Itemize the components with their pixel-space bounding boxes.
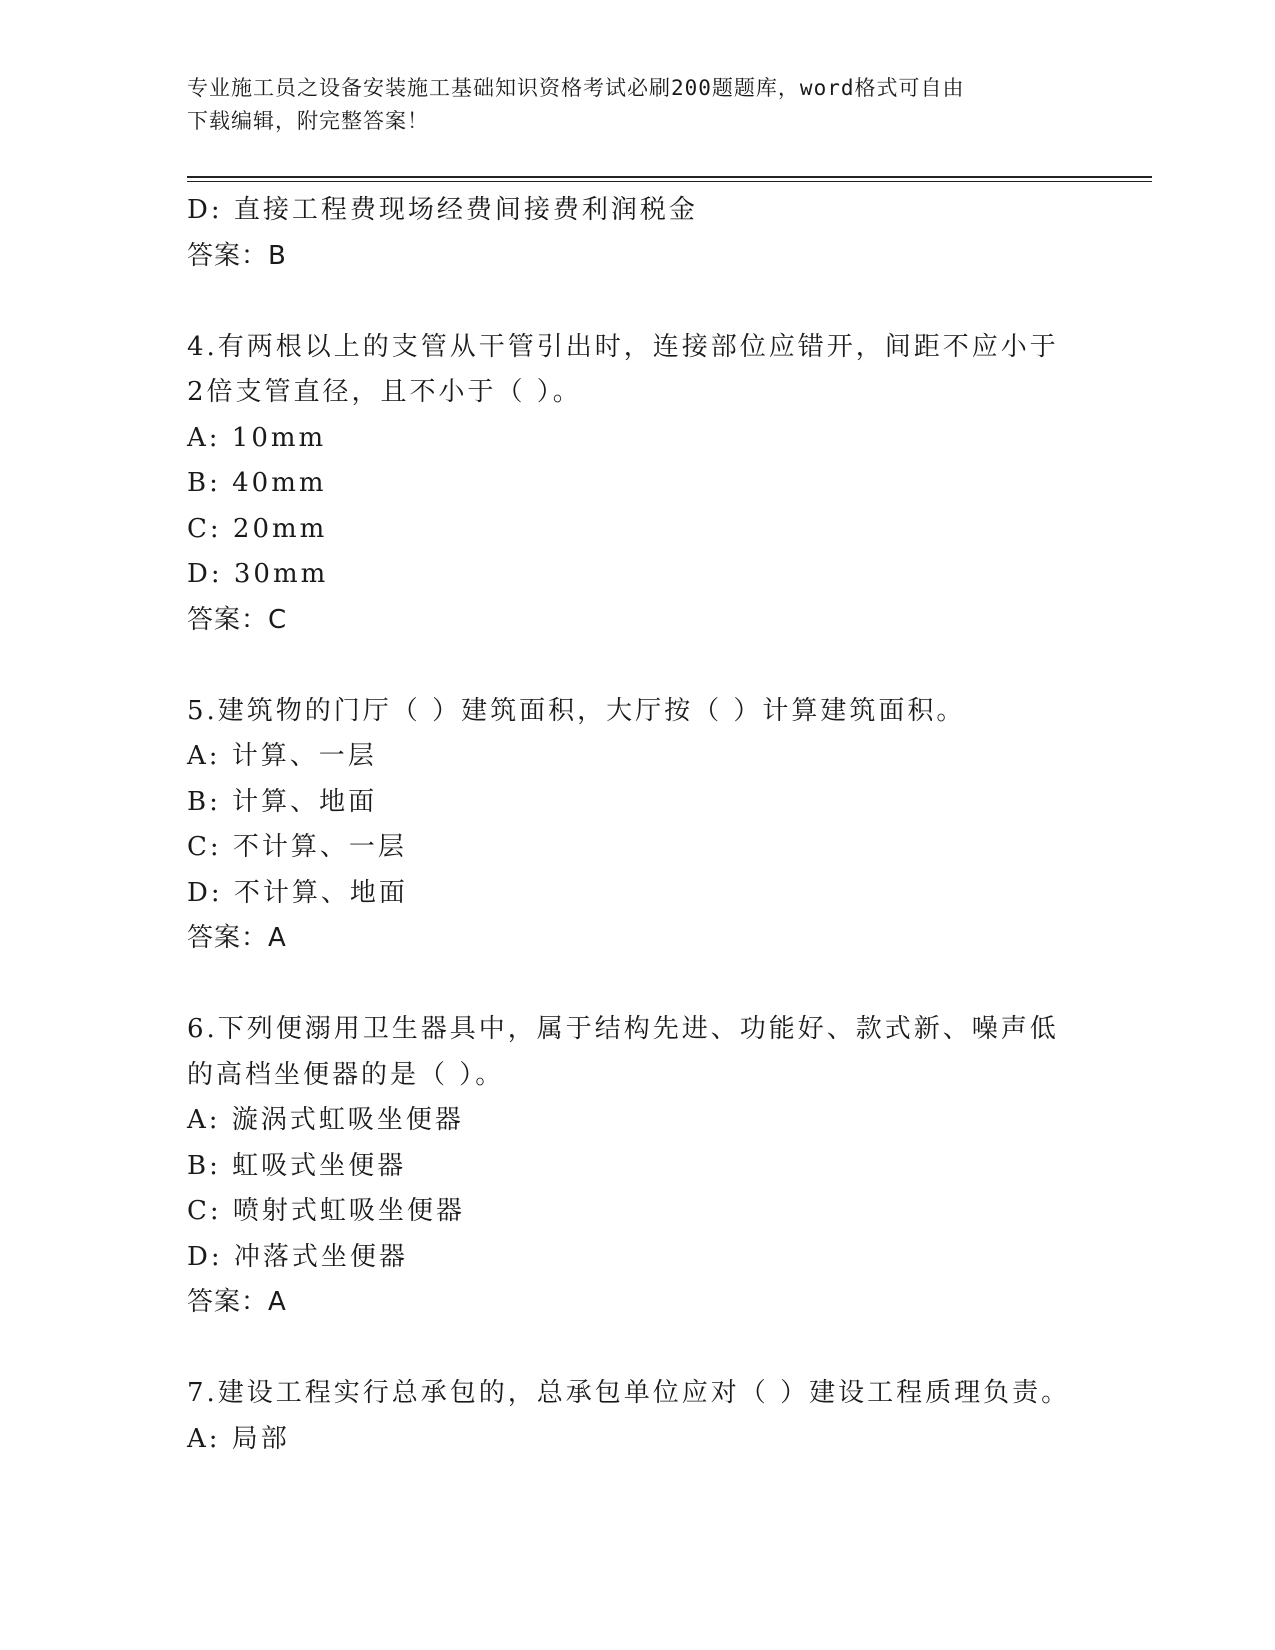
q6-text-line-2: 的高档坐便器的是（ ）。 — [187, 1059, 505, 1090]
header-line-2: 下载编辑，附完整答案！ — [187, 109, 429, 133]
spacer — [187, 1326, 1107, 1372]
header-rule-thick — [187, 176, 1152, 178]
q6-text-line-1: 6.下列便溺用卫生器具中，属于结构先进、功能好、款式新、噪声低 — [187, 1014, 1059, 1044]
q6-answer: 答案：A — [187, 1287, 287, 1317]
spacer — [187, 962, 1107, 1008]
q6-option-a: A: 漩涡式虹吸坐便器 — [187, 1105, 464, 1135]
q7-option-a: A: 局部 — [187, 1423, 290, 1454]
q4-text-line-1: 4.有两根以上的支管从干管引出时，连接部位应错开，间距不应小于 — [187, 331, 1059, 362]
header-rule-thin — [187, 181, 1152, 182]
q5-option-d: D: 不计算、地面 — [187, 877, 408, 908]
q4-option-c: C: 20mm — [187, 513, 328, 544]
q3-answer: 答案：B — [187, 240, 287, 271]
q5-option-a: A: 计算、一层 — [187, 741, 377, 771]
q5-answer: 答案：A — [187, 923, 287, 953]
q6-option-b: B: 虹吸式坐便器 — [187, 1150, 407, 1181]
q4-text-line-2: 2倍支管直径，且不小于（ ）。 — [187, 377, 582, 407]
header-line-1: 专业施工员之设备安装施工基础知识资格考试必刷200题题库，word格式可自由 — [187, 76, 965, 100]
q5-option-c: C: 不计算、一层 — [187, 832, 407, 862]
document-header — [187, 72, 1087, 138]
q6-option-d: D: 冲落式坐便器 — [187, 1241, 408, 1272]
q7-text-line-1: 7.建设工程实行总承包的，总承包单位应对（ ）建设工程质理负责。 — [187, 1378, 1071, 1408]
q5-option-b: B: 计算、地面 — [187, 786, 378, 817]
spacer — [187, 643, 1107, 689]
q4-option-d: D: 30mm — [187, 559, 329, 589]
q5-text-line-1: 5.建筑物的门厅（ ）建筑面积，大厅按（ ）计算建筑面积。 — [187, 695, 966, 726]
spacer — [187, 279, 1107, 325]
q4-answer: 答案：C — [187, 604, 288, 635]
q4-option-a: A: 10mm — [187, 422, 327, 453]
q6-option-c: C: 喷射式虹吸坐便器 — [187, 1196, 465, 1226]
q3-option-d: D: 直接工程费现场经费间接费利润税金 — [187, 195, 698, 225]
question-list — [187, 188, 1107, 1462]
q4-option-b: B: 40mm — [187, 468, 327, 498]
